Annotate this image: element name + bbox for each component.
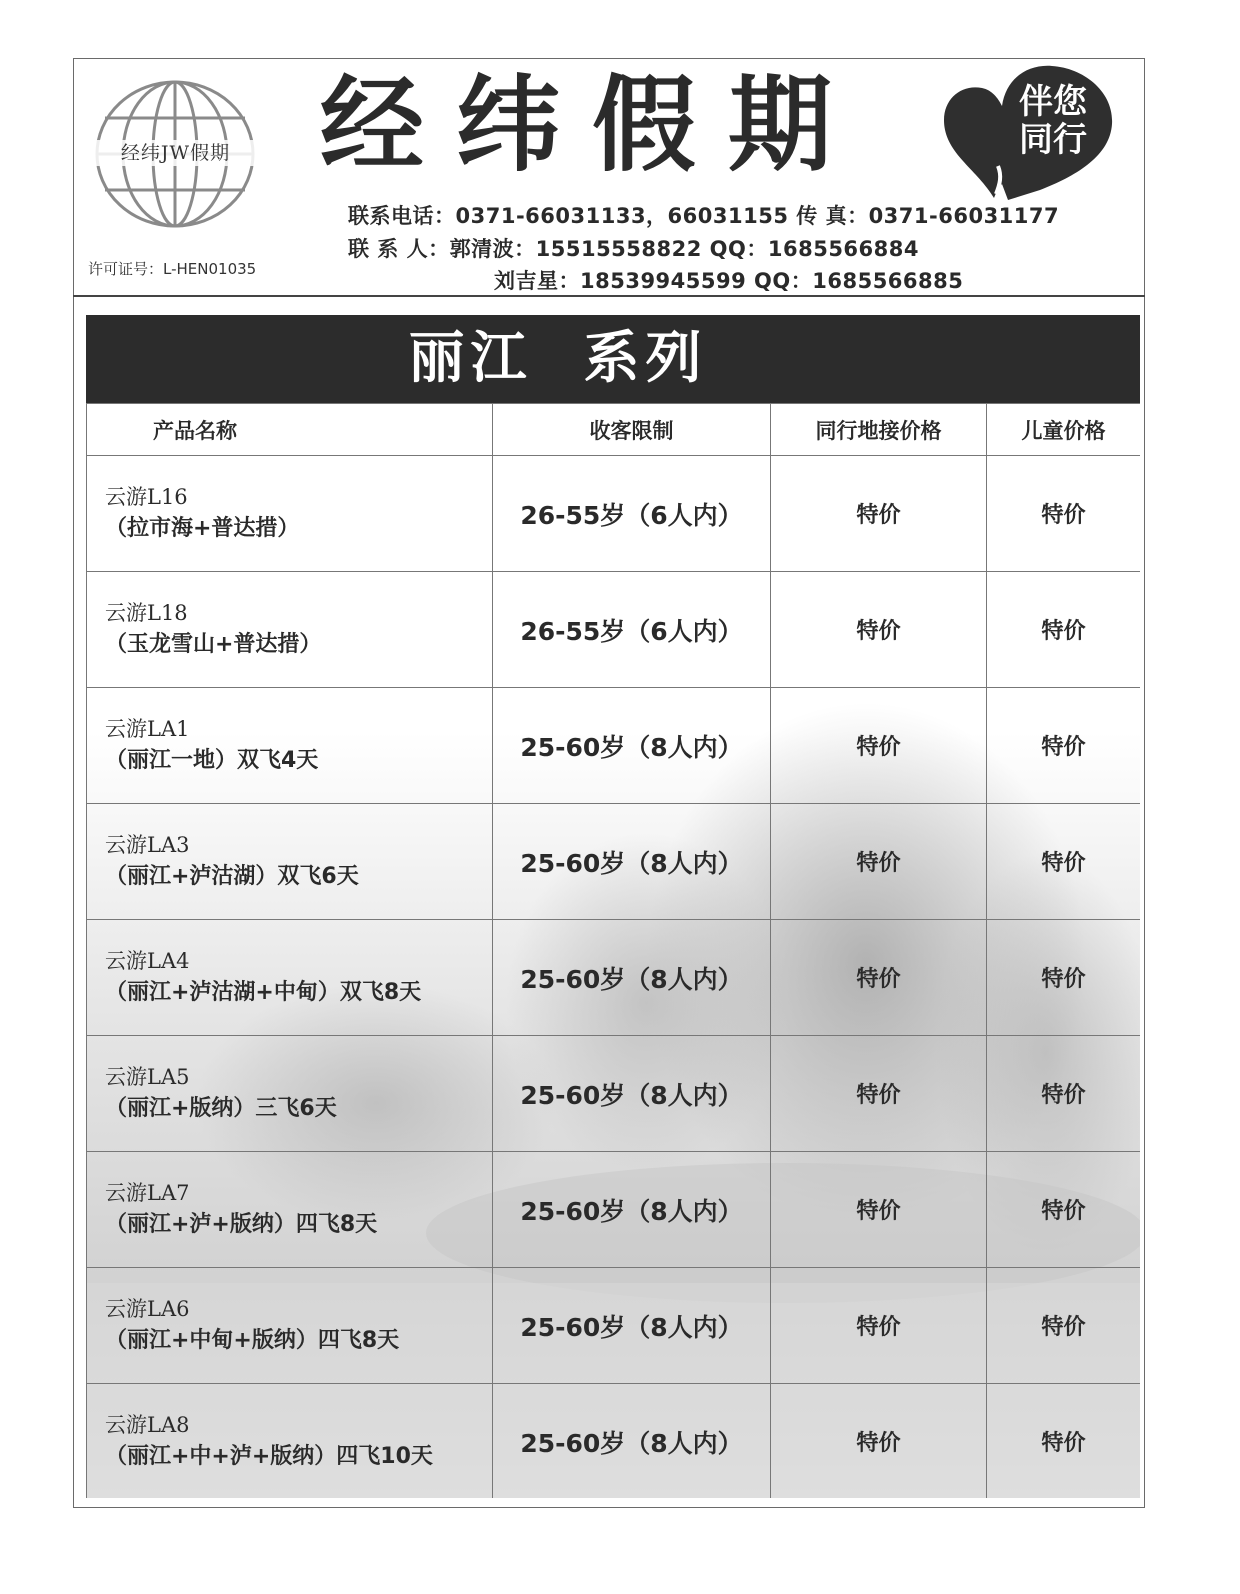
product-cell [87,456,493,572]
header-child-price: 儿童价格 [987,404,1141,456]
trade-price-cell: 特价 [771,1268,987,1384]
slogan [1003,83,1103,159]
product-route: （丽江+版纳）三飞6天 [105,1095,337,1121]
child-price-cell: 特价 [987,1268,1141,1384]
section-title: 丽江 系列 [408,326,708,391]
trade-price-cell: 特价 [771,456,987,572]
table-row [87,688,1141,804]
product-cell [87,1036,493,1152]
product-code: 云游LA1 [105,716,190,741]
trade-price-cell: 特价 [771,1036,987,1152]
contact-phone-fax: 联系电话：0371-66031133，66031155 传 真：0371-66031177 [348,204,1060,228]
trade-price-cell: 特价 [771,804,987,920]
product-code: 云游LA7 [105,1180,190,1205]
logo-text: 经纬JW假期 [93,140,258,166]
product-route: （玉龙雪山+普达措） [105,631,322,657]
age-limit-cell: 25-60岁（8人内） [493,1152,771,1268]
product-table [86,403,1140,1498]
child-price-cell: 特价 [987,1036,1141,1152]
child-price-cell: 特价 [987,920,1141,1036]
table-row [87,572,1141,688]
product-route: （丽江+泸沽湖）双飞6天 [105,863,359,889]
table-row [87,920,1141,1036]
age-limit-cell: 26-55岁（6人内） [493,456,771,572]
header-trade-price: 同行地接价格 [771,404,987,456]
header-age-limit: 收客限制 [493,404,771,456]
product-cell [87,1384,493,1499]
product-code: 云游LA4 [105,948,190,973]
product-route: （丽江+中+泸+版纳）四飞10天 [105,1443,433,1469]
company-logo [93,78,258,230]
product-route: （丽江+泸+版纳）四飞8天 [105,1211,378,1237]
header-divider [73,295,1145,297]
header-product-name: 产品名称 [87,404,493,456]
age-limit-cell: 25-60岁（8人内） [493,1268,771,1384]
product-cell [87,572,493,688]
product-cell [87,1268,493,1384]
product-route: （丽江+泸沽湖+中甸）双飞8天 [105,979,422,1005]
child-price-cell: 特价 [987,572,1141,688]
product-code: 云游LA5 [105,1064,190,1089]
contact-person-1: 联 系 人：郭清波：15515558822 QQ：1685566884 [348,237,919,261]
trade-price-cell: 特价 [771,572,987,688]
product-route: （丽江+中甸+版纳）四飞8天 [105,1327,400,1353]
license-number: 许可证号：L-HEN01035 [88,260,257,278]
age-limit-cell: 25-60岁（8人内） [493,1036,771,1152]
product-code: 云游L18 [105,600,188,625]
child-price-cell: 特价 [987,1152,1141,1268]
contact-person-2: 刘吉星：18539945599 QQ：1685566885 [494,269,964,293]
product-code: 云游LA3 [105,832,190,857]
trade-price-cell: 特价 [771,1384,987,1499]
age-limit-cell: 25-60岁（8人内） [493,920,771,1036]
table-header-row [87,404,1141,456]
table-row [87,1152,1141,1268]
trade-price-cell: 特价 [771,920,987,1036]
product-code: 云游LA6 [105,1296,190,1321]
section-banner [86,315,1140,403]
product-table-area [86,403,1140,1498]
child-price-cell: 特价 [987,1384,1141,1499]
product-route: （丽江一地）双飞4天 [105,747,319,773]
age-limit-cell: 25-60岁（8人内） [493,688,771,804]
child-price-cell: 特价 [987,688,1141,804]
trade-price-cell: 特价 [771,1152,987,1268]
slogan-line-2: 同行 [1019,120,1087,160]
table-row [87,1384,1141,1499]
product-route: （拉市海+普达措） [105,515,300,541]
product-code: 云游LA8 [105,1412,190,1437]
table-row [87,804,1141,920]
age-limit-cell: 25-60岁（8人内） [493,804,771,920]
table-row [87,1036,1141,1152]
slogan-line-1: 伴您 [1019,82,1087,122]
product-cell [87,920,493,1036]
product-cell [87,1152,493,1268]
product-cell [87,804,493,920]
table-row [87,456,1141,572]
child-price-cell: 特价 [987,804,1141,920]
age-limit-cell: 25-60岁（8人内） [493,1384,771,1499]
product-code: 云游L16 [105,484,188,509]
brand-title: 经纬假期 [320,64,865,186]
child-price-cell: 特价 [987,456,1141,572]
product-cell [87,688,493,804]
age-limit-cell: 26-55岁（6人内） [493,572,771,688]
table-row [87,1268,1141,1384]
trade-price-cell: 特价 [771,688,987,804]
